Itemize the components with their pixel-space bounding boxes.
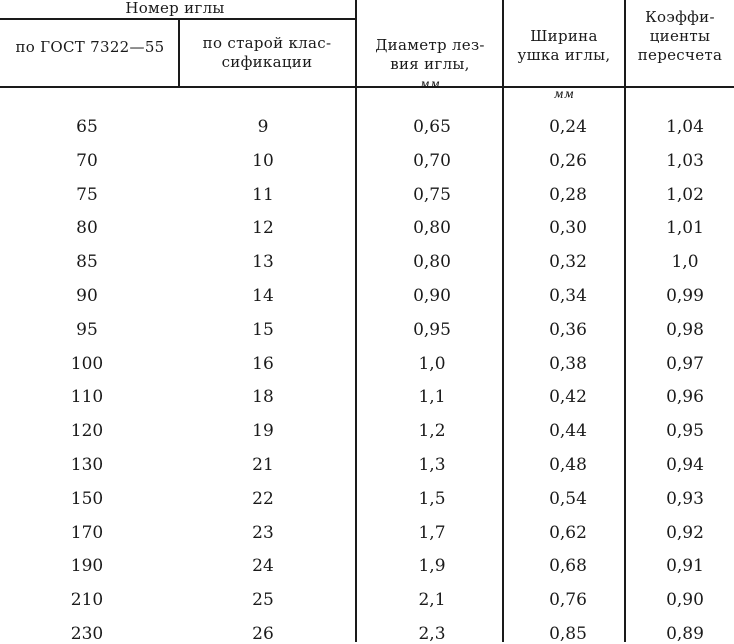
table-cell-coef: 0,91	[666, 556, 704, 577]
table-cell-gost: 150	[70, 488, 104, 509]
table-cell-diameter: 1,7	[418, 522, 446, 543]
header-eye-width-unit: мм	[553, 87, 575, 101]
table-cell-eye: 0,34	[549, 286, 587, 306]
table-cell-coef: 0,89	[666, 624, 704, 644]
table-cell-old: 22	[252, 488, 274, 509]
table-cell-eye: 0,36	[549, 319, 587, 340]
table-cell-old: 18	[252, 387, 274, 408]
table-cell-old: 24	[252, 556, 274, 577]
table-cell-eye: 0,48	[549, 455, 587, 475]
table-cell-coef: 0,96	[666, 387, 704, 408]
table-cell-coef: 1,03	[666, 150, 704, 171]
table-cell-coef: 1,04	[666, 117, 704, 137]
table-cell-old: 10	[252, 150, 274, 171]
table-cell-eye: 0,54	[549, 488, 587, 509]
table-cell-diameter: 1,5	[418, 488, 446, 509]
table-cell-gost: 170	[70, 522, 104, 543]
table-cell-old: 11	[252, 184, 274, 205]
table-cell-diameter: 1,2	[418, 421, 446, 442]
table-cell-eye: 0,44	[549, 421, 587, 442]
table-cell-coef: 0,99	[666, 286, 704, 306]
table-cell-old: 16	[252, 353, 274, 374]
table-cell-old: 19	[252, 421, 274, 442]
table-cell-gost: 85	[76, 252, 98, 273]
table-cell-coef: 0,94	[666, 455, 704, 475]
table-cell-diameter: 0,80	[413, 218, 451, 239]
table-cell-coef: 1,0	[671, 252, 699, 273]
header-diameter-unit: мм	[419, 77, 441, 91]
table-cell-diameter: 1,3	[418, 455, 446, 475]
table-cell-coef: 0,97	[666, 353, 704, 374]
table-cell-gost: 75	[76, 184, 98, 205]
table-cell-gost: 130	[70, 455, 104, 475]
header-gost: по ГОСТ 7322—55	[15, 38, 165, 56]
table-cell-gost: 65	[76, 117, 98, 137]
header-diameter-label: Диаметр лез- вия иглы,	[375, 36, 485, 73]
table-cell-diameter: 0,65	[413, 117, 451, 137]
table-cell-old: 26	[252, 624, 274, 644]
table-cell-eye: 0,62	[549, 522, 587, 543]
header-old-classification: по старой клас- сификации	[202, 34, 332, 71]
table-cell-gost: 80	[76, 218, 98, 239]
table-cell-gost: 210	[70, 590, 104, 611]
table-cell-eye: 0,68	[549, 556, 587, 577]
table-cell-diameter: 0,75	[413, 184, 451, 205]
table-cell-diameter: 0,80	[413, 252, 451, 273]
table-cell-coef: 0,90	[666, 590, 704, 611]
table-cell-eye: 0,38	[549, 353, 587, 374]
table-cell-eye: 0,42	[549, 387, 587, 408]
table-cell-diameter: 1,9	[418, 556, 446, 577]
table-cell-gost: 90	[76, 286, 98, 306]
table-cell-diameter: 0,90	[413, 286, 451, 306]
table-cell-gost: 70	[76, 150, 98, 171]
header-eye-width-label: Ширина ушка иглы,	[517, 27, 611, 64]
table-cell-eye: 0,85	[549, 624, 587, 644]
table-cell-diameter: 0,95	[413, 319, 451, 340]
table-cell-old: 14	[252, 286, 274, 306]
table-cell-eye: 0,28	[549, 184, 587, 205]
table-cell-old: 21	[252, 455, 274, 475]
col-divider-3	[502, 0, 504, 642]
table-cell-gost: 110	[70, 387, 104, 408]
table-cell-gost: 95	[76, 319, 98, 340]
header-eye-width	[505, 8, 623, 104]
table-cell-old: 12	[252, 218, 274, 239]
table-cell-coef: 1,02	[666, 184, 704, 205]
table-cell-eye: 0,32	[549, 252, 587, 273]
table-cell-coef: 0,93	[666, 488, 704, 509]
table-cell-eye: 0,24	[549, 117, 587, 137]
col-divider-1	[178, 18, 180, 86]
table-cell-old: 23	[252, 522, 274, 543]
table-cell-gost: 120	[70, 421, 104, 442]
col-divider-4	[624, 0, 626, 642]
table-cell-coef: 0,92	[666, 522, 704, 543]
table-cell-old: 25	[252, 590, 274, 611]
table-cell-old: 15	[252, 319, 274, 340]
table-cell-eye: 0,30	[549, 218, 587, 239]
table-cell-diameter: 0,70	[413, 150, 451, 171]
table-cell-old: 13	[252, 252, 274, 273]
table-cell-coef: 0,98	[666, 319, 704, 340]
table-cell-coef: 0,95	[666, 421, 704, 442]
table-cell-eye: 0,26	[549, 150, 587, 171]
table-cell-diameter: 1,0	[418, 353, 446, 374]
table-cell-diameter: 1,1	[418, 387, 446, 408]
table-cell-diameter: 2,1	[418, 590, 446, 611]
col-divider-2	[355, 0, 357, 642]
table-cell-old: 9	[257, 117, 269, 137]
table-cell-diameter: 2,3	[418, 624, 446, 644]
table-cell-coef: 1,01	[666, 218, 704, 239]
table-cell-gost: 190	[70, 556, 104, 577]
header-needle-number: Номер иглы	[125, 0, 225, 17]
header-coefficients: Коэффи- циенты пересчета	[637, 8, 723, 64]
table-cell-gost: 230	[70, 624, 104, 644]
header-diameter	[358, 17, 502, 94]
table-cell-eye: 0,76	[549, 590, 587, 611]
table-cell-gost: 100	[70, 353, 104, 374]
